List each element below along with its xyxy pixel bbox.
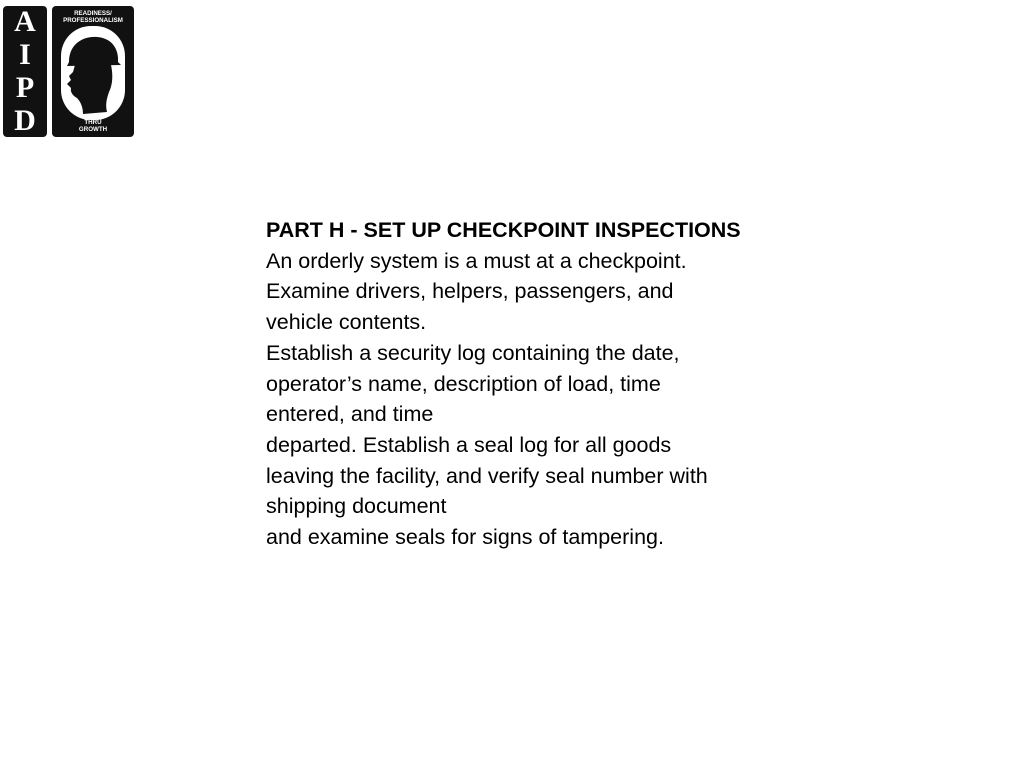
body-line: departed. Establish a seal log for all goods — [266, 432, 672, 457]
logo-letter-a: A — [14, 5, 36, 39]
body-line: Establish a security log containing the date, — [266, 340, 680, 365]
logo-oval — [61, 26, 125, 120]
logo-letter-i: I — [19, 38, 31, 72]
body-line: entered, and time — [266, 402, 434, 427]
body-line: operator’s name, description of load, time — [266, 371, 661, 396]
logo-emblem-panel — [52, 6, 134, 137]
logo-letter-p: P — [15, 70, 35, 104]
body-line: and examine seals for signs of tampering. — [266, 525, 664, 550]
logo-letter-d: D — [14, 103, 36, 137]
logo-motto-bottom: THRU GROWTH — [78, 119, 108, 133]
aipd-logo — [3, 6, 135, 138]
soldier-helmet-silhouette-icon — [61, 26, 125, 120]
body-line: shipping document — [266, 494, 447, 519]
body-line: An orderly system is a must at a checkpoint. — [266, 248, 687, 273]
document-body — [266, 215, 786, 553]
logo-motto-top: READINESS/ PROFESSIONALISM — [63, 10, 123, 24]
body-line: Examine drivers, helpers, passengers, and — [266, 279, 674, 304]
section-title: PART H - SET UP CHECKPOINT INSPECTIONS — [266, 218, 741, 242]
body-line: leaving the facility, and verify seal number with — [266, 463, 708, 488]
body-line: vehicle contents. — [266, 310, 427, 335]
logo-letters-panel — [3, 6, 47, 137]
